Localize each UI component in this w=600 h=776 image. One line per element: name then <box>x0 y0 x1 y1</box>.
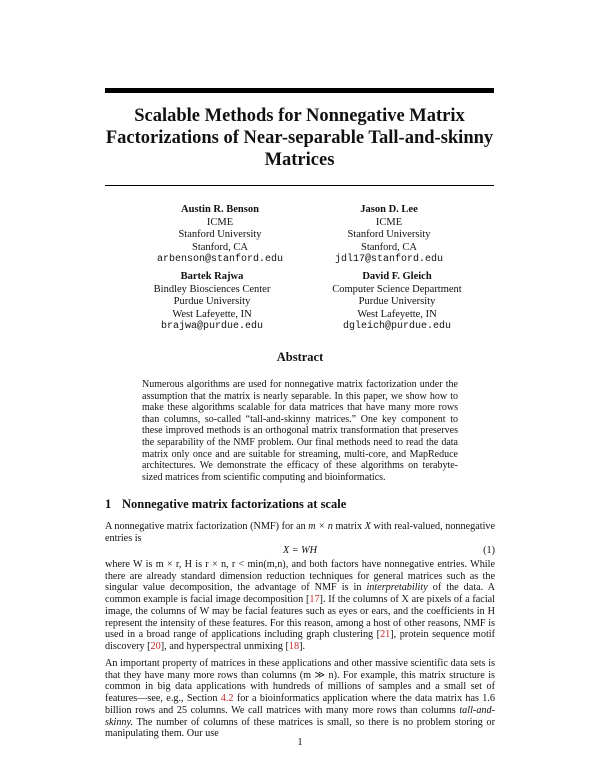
math-run: X <box>364 521 371 532</box>
citation-link[interactable]: 18 <box>288 640 300 652</box>
paragraph-tall-skinny <box>105 658 495 740</box>
author-email[interactable]: jdl17@stanford.edu <box>334 254 444 266</box>
equation-expression: X = WH <box>282 545 318 556</box>
text-run: ]. <box>299 640 306 652</box>
author-institution: Stanford University <box>178 229 262 241</box>
text-run: for a bioinformatics application where the data matrix has 1.6 billion rows and 25 columns. We call matrices with many more rows than columns <box>105 693 495 716</box>
author-name: Bartek Rajwa <box>180 271 244 282</box>
text-run: The number of columns of these matrices is small, so there is no problem storing or manipulating them. Our use <box>105 716 495 740</box>
paragraph-intro <box>105 521 495 544</box>
math-run: m × n <box>308 521 333 532</box>
equation-number: (1) <box>483 545 495 556</box>
citation-link[interactable]: 21 <box>380 629 391 641</box>
abstract-text: Numerous algorithms are used for nonnegative matrix factorization under the assumption that the matrix is nearly separable. In this paper, we show how to make these algorithms scalable for data matrices that have many more rows than columns, so-called “tall-and-skinny matrices.” One key component to these improved methods is an orthogonal matrix transformation that preserves the separability of the NMF problem. Our final methods need to read the data matrix only once and are suitable for streaming, multi-core, and MapReduce architectures. We demonstrate the efficacy of these algorithms on terabyte-sized matrices from scientific computing and bioinformatics. <box>142 379 458 483</box>
paper-title: Scalable Methods for Nonnegative Matrix Factorizations of Near-separable Tall-and-skinny Matrices <box>105 106 494 170</box>
section-reference-link[interactable]: 4.2 <box>220 693 234 705</box>
title-bottom-rule <box>105 185 494 186</box>
author-location: Stanford, CA <box>361 241 417 253</box>
author-location: Stanford, CA <box>192 241 248 253</box>
author-block <box>130 204 310 267</box>
text-run: where W is m × r, H is r × n, r < min(m,n), and both factors have nonnegative entries. While there are already standard dimension reduction techniques for general matrices such as the singular value decomposition, the advantage of NMF is in <box>105 559 495 594</box>
author-dept: ICME <box>206 216 234 228</box>
author-dept: Computer Science Department <box>332 283 462 295</box>
paragraph-nmf-applications <box>105 559 495 653</box>
author-institution: Purdue University <box>358 296 436 308</box>
author-block <box>307 271 487 334</box>
citation-link[interactable]: 20 <box>150 640 161 652</box>
text-run: An important property of matrices in these applications and other massive scientific data sets is that they have many more rows than columns (m ≫ n). For example, this matrix structure is common in big data applications with hundreds of millions of samples and a small set of features—see, e.g., Section <box>105 658 495 705</box>
author-email[interactable]: brajwa@purdue.edu <box>160 321 264 333</box>
abstract-heading: Abstract <box>276 350 324 364</box>
author-email[interactable]: dgleich@purdue.edu <box>342 321 452 333</box>
text-run: with real-valued, nonnegative entries is <box>105 521 496 544</box>
emphasis-run: interpretability <box>366 582 428 594</box>
author-name: David F. Gleich <box>362 271 432 282</box>
author-name: Austin R. Benson <box>181 204 259 215</box>
author-name: Jason D. Lee <box>360 204 418 215</box>
author-block <box>122 271 302 334</box>
title-top-rule <box>105 88 494 93</box>
author-institution: Stanford University <box>347 229 431 241</box>
text-run: matrix <box>332 521 365 532</box>
emphasis-run: tall-and-skinny. <box>105 704 495 728</box>
text-run: ], and hyperspectral unmixing [ <box>160 640 289 652</box>
author-institution: Purdue University <box>173 296 251 308</box>
author-email[interactable]: arbenson@stanford.edu <box>156 254 284 266</box>
section-heading <box>105 497 346 512</box>
section-number: 1 <box>105 497 112 511</box>
text-run: A nonnegative matrix factorization (NMF) for an <box>105 521 309 532</box>
author-dept: Bindley Biosciences Center <box>153 283 271 295</box>
author-location: West Lafeyette, IN <box>172 308 252 320</box>
text-run: ], protein sequence motif discovery [ <box>105 629 495 652</box>
section-title: Nonnegative matrix factorizations at scale <box>122 497 347 511</box>
page-number: 1 <box>297 737 303 748</box>
author-dept: ICME <box>375 216 403 228</box>
author-block <box>299 204 479 267</box>
text-run: of the data. A common example is facial image decomposition [ <box>105 582 495 606</box>
text-run: ]. If the columns of X are pixels of a facial image, the columns of W may be facial features such as eyes or ears, and the coefficients in H represent the intensity of these features. For this reason, among a host of other reasons, NMF is used in a broad range of applications including graph clustering [ <box>105 594 495 641</box>
author-location: West Lafeyette, IN <box>357 308 437 320</box>
citation-link[interactable]: 17 <box>309 594 320 606</box>
